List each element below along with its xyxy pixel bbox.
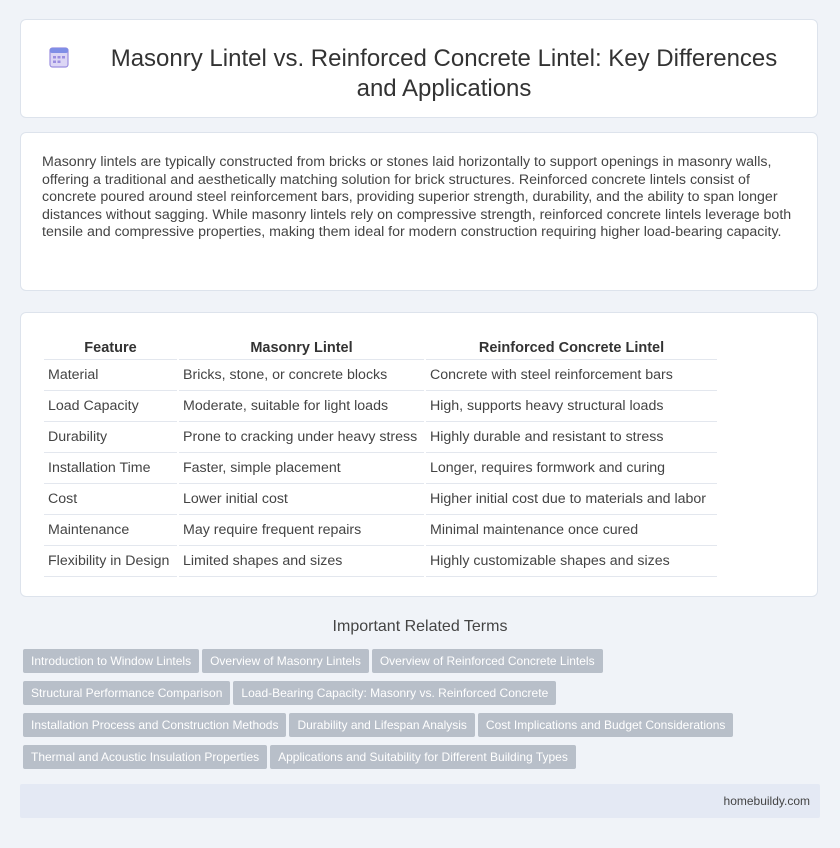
page-title xyxy=(21,44,817,104)
related-tag[interactable]: Overview of Reinforced Concrete Lintels xyxy=(372,649,603,673)
page-title-text: Masonry Lintel vs. Reinforced Concrete Lintel: Key Differences and Applications xyxy=(110,45,778,102)
related-tag[interactable]: Thermal and Acoustic Insulation Properties xyxy=(23,745,267,769)
intro-card xyxy=(20,132,818,291)
related-tag[interactable]: Durability and Lifespan Analysis xyxy=(289,713,474,737)
related-tag[interactable]: Cost Implications and Budget Considerations xyxy=(478,713,733,737)
table-cell: Longer, requires formwork and curing xyxy=(426,453,717,484)
table-row xyxy=(44,546,717,577)
header-masonry: Masonry Lintel xyxy=(179,335,424,360)
table-cell: Highly durable and resistant to stress xyxy=(426,422,717,453)
related-tag[interactable]: Overview of Masonry Lintels xyxy=(202,649,369,673)
related-tag[interactable]: Applications and Suitability for Different Building Types xyxy=(270,745,576,769)
table-cell: Installation Time xyxy=(44,453,177,484)
table-cell: Concrete with steel reinforcement bars xyxy=(426,360,717,391)
table-row xyxy=(44,391,717,422)
table-cell: May require frequent repairs xyxy=(179,515,424,546)
table-cell: Bricks, stone, or concrete blocks xyxy=(179,360,424,391)
table-cell: Lower initial cost xyxy=(179,484,424,515)
table-cell: Maintenance xyxy=(44,515,177,546)
footer-site[interactable]: homebuildy.com xyxy=(723,794,810,808)
header-feature: Feature xyxy=(44,335,177,360)
table-row xyxy=(44,515,717,546)
header-reinforced: Reinforced Concrete Lintel xyxy=(426,335,717,360)
intro-paragraph: Masonry lintels are typically constructed from bricks or stones laid horizontally to support openings in masonry walls, offering a traditional and aesthetically matching solution for brick structures. Reinforced concrete lintels consist of concrete poured around steel reinforcement bars, providing superior strength, durability, and the ability to span longer distances without sagging. While masonry lintels rely on compressive strength, reinforced concrete lintels leverage both tensile and compressive properties, making them ideal for modern construction requiring higher load-bearing capacity. xyxy=(42,154,792,240)
footer xyxy=(20,784,820,818)
table-row xyxy=(44,360,717,391)
table-row xyxy=(44,453,717,484)
related-tag[interactable]: Load-Bearing Capacity: Masonry vs. Reinforced Concrete xyxy=(233,681,556,705)
related-tag[interactable]: Structural Performance Comparison xyxy=(23,681,230,705)
comparison-card xyxy=(20,312,818,597)
table-cell: Limited shapes and sizes xyxy=(179,546,424,577)
table-cell: Minimal maintenance once cured xyxy=(426,515,717,546)
table-header-row xyxy=(44,335,717,360)
table-cell: Higher initial cost due to materials and labor xyxy=(426,484,717,515)
related-terms-tags xyxy=(23,649,803,777)
table-cell: Flexibility in Design xyxy=(44,546,177,577)
related-terms-title: Important Related Terms xyxy=(332,618,508,635)
table-cell: Highly customizable shapes and sizes xyxy=(426,546,717,577)
comparison-table xyxy=(42,335,719,577)
table-row xyxy=(44,484,717,515)
related-tag[interactable]: Introduction to Window Lintels xyxy=(23,649,199,673)
header-card xyxy=(20,19,818,118)
table-row xyxy=(44,422,717,453)
table-cell: Moderate, suitable for light loads xyxy=(179,391,424,422)
table-cell: Faster, simple placement xyxy=(179,453,424,484)
table-cell: Cost xyxy=(44,484,177,515)
related-tag[interactable]: Installation Process and Construction Methods xyxy=(23,713,286,737)
table-cell: Durability xyxy=(44,422,177,453)
table-cell: High, supports heavy structural loads xyxy=(426,391,717,422)
table-cell: Prone to cracking under heavy stress xyxy=(179,422,424,453)
table-cell: Material xyxy=(44,360,177,391)
table-cell: Load Capacity xyxy=(44,391,177,422)
